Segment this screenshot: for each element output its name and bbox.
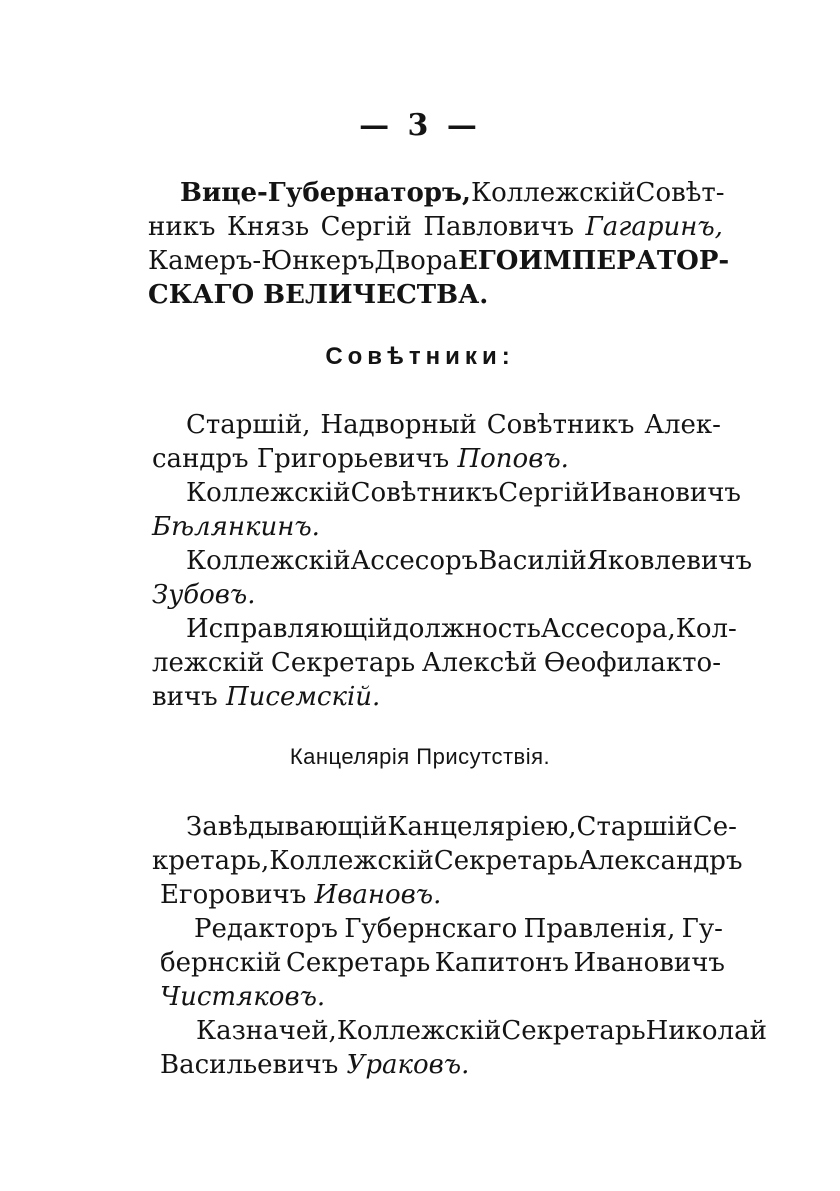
kancelyariya-2-line-2: бернскій Секретарь Капитонъ Ивановичъ [160, 948, 725, 978]
sovetnik-3-surname: Зубовъ. [152, 580, 256, 610]
kancelyariya-1-line-2: кретарь, Коллежскій Секретарь Александръ [152, 846, 743, 876]
kancelyariya-2-surname: Чистяковъ. [160, 982, 326, 1012]
sovetnik-4-line-1: Исправляющій должность Ассесора, Кол- [186, 614, 737, 644]
surname: Писемскій. [225, 682, 381, 712]
sovetnik-2-line-1: Коллежскій Совѣтникъ Сергій Ивановичъ [186, 478, 741, 508]
section-heading-sovetniki: Совѣтники: [325, 343, 515, 370]
sovetnik-2-surname: Бѣлянкинъ. [152, 512, 320, 542]
sovetnik-1-line-2: сандръ Григорьевичъ Поповъ. [152, 444, 569, 474]
sovetnik-4-line-2: лежскій Секретарь Алексѣй Ѳеофилакто- [152, 648, 721, 678]
vice-governor-line-3: Камеръ-Юнкеръ Двора ЕГО ИМПЕРАТОР- [148, 246, 730, 276]
kancelyariya-2-line-1: Редакторъ Губернскаго Правленія, Гу- [194, 914, 723, 944]
surname: Ивановъ. [314, 880, 442, 910]
section-heading-kancelyariya: Канцелярія Присутствія. [289, 744, 551, 769]
vice-governor-line-4: СКАГО ВЕЛИЧЕСТВА. [148, 280, 489, 310]
kancelyariya-1-line-3: Егоровичъ Ивановъ. [160, 880, 442, 910]
kancelyariya-3-line-1: Казначей, Коллежскій Секретарь Николай [196, 1016, 767, 1046]
sovetnik-3-line-1: Коллежскій Ассесоръ Василій Яковлевичъ [186, 546, 752, 576]
sovetnik-1-line-1: Старшій, Надворный Совѣтникъ Алек- [186, 410, 721, 440]
surname: Ураковъ. [346, 1050, 470, 1080]
surname: Поповъ. [457, 444, 569, 474]
surname: Гагаринъ, [585, 212, 723, 242]
vice-governor-line-2: никъ Князь Сергій Павловичъ Гагаринъ, [148, 212, 723, 242]
sovetnik-4-line-3: вичъ Писемскій. [152, 682, 381, 712]
kancelyariya-3-line-2: Васильевичъ Ураковъ. [160, 1050, 470, 1080]
kancelyariya-1-line-1: Завѣдывающій Канцеляріею, Старшій Се- [186, 812, 737, 842]
vice-governor-line-1: Вице-Губернаторъ, Коллежскій Совѣт- [180, 178, 725, 208]
page-number: — 3 — [359, 108, 481, 143]
